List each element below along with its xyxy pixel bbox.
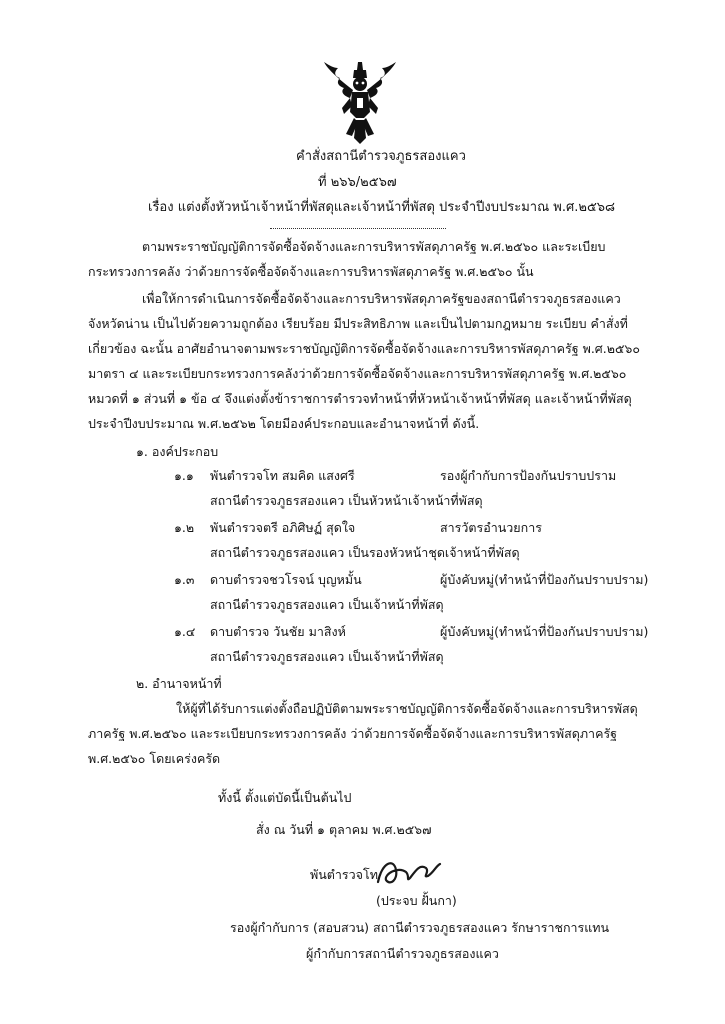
member-number: ๑.๔	[174, 624, 196, 639]
member-role: สถานีตำรวจภูธรสองแคว เป็นรองหัวหน้าชุดเจ้าหน้าที่พัสดุ	[210, 545, 520, 560]
order-subject: เรื่อง แต่งตั้งหัวหน้าเจ้าหน้าที่พัสดุและเจ้าหน้าที่พัสดุ ประจำปีงบประมาณ พ.ศ.๒๕๖๘	[148, 200, 616, 215]
section2-line1: ให้ผู้ที่ได้รับการแต่งตั้งถือปฏิบัติตามพระราชบัญญัติการจัดซื้อจัดจ้างและการบริหารพัสดุ	[176, 701, 638, 716]
member-number: ๑.๒	[174, 520, 195, 535]
para2-line2: จังหวัดน่าน เป็นไปด้วยความถูกต้อง เรียบร้อย มีประสิทธิภาพ และเป็นไปตามกฎหมาย ระเบียบ คำสั่งที่	[88, 316, 628, 331]
member-position: ผู้บังคับหมู่(ทำหน้าที่ป้องกันปราบปราม)	[440, 572, 649, 587]
separator-dots	[270, 228, 446, 229]
order-title: คำสั่งสถานีตำรวจภูธรสองแคว	[296, 149, 466, 164]
member-position: รองผู้กำกับการป้องกันปราบปราม	[440, 468, 617, 483]
para2-line6: ประจำปีงบประมาณ พ.ศ.๒๕๖๒ โดยมีองค์ประกอบและอำนาจหน้าที่ ดังนี้.	[88, 416, 480, 431]
order-date: สั่ง ณ วันที่ ๑ ตุลาคม พ.ศ.๒๕๖๗	[256, 822, 432, 837]
member-name: ดาบตำรวจ วันชัย มาสิงห์	[210, 624, 346, 639]
para2-line4: มาตรา ๔ และระเบียบกระทรวงการคลังว่าด้วยการจัดซื้อจัดจ้างและการบริหารพัสดุภาครัฐ พ.ศ.๒๕๖๐	[88, 366, 627, 381]
signer-name: (ประจบ ฝั้นกา)	[376, 893, 457, 908]
para1-line1: ตามพระราชบัญญัติการจัดซื้อจัดจ้างและการบริหารพัสดุภาครัฐ พ.ศ.๒๕๖๐ และระเบียบ	[142, 239, 606, 254]
member-position: สารวัตรอำนวยการ	[440, 520, 542, 535]
signer-title-line2: ผู้กำกับการสถานีตำรวจภูธรสองแคว	[306, 946, 499, 961]
para2-line5: หมวดที่ ๑ ส่วนที่ ๑ ข้อ ๔ จึงแต่งตั้งข้าราชการตำรวจทำหน้าที่หัวหน้าเจ้าหน้าที่พัสดุ และเจ้าหน้าที่พัสดุ	[88, 391, 632, 406]
member-role: สถานีตำรวจภูธรสองแคว เป็นหัวหน้าเจ้าหน้าที่พัสดุ	[210, 493, 483, 508]
member-number: ๑.๑	[174, 468, 194, 483]
member-name: พันตำรวจโท สมคิด แสงศรี	[210, 468, 355, 483]
member-name: พันตำรวจตรี อภิศิษฏ์ สุดใจ	[210, 520, 356, 535]
signer-title-line1: รองผู้กำกับการ (สอบสวน) สถานีตำรวจภูธรสองแคว รักษาราชการแทน	[230, 920, 610, 935]
para2-line3: เกี่ยวข้อง ฉะนั้น อาศัยอำนาจตามพระราชบัญญัติการจัดซื้อจัดจ้างและการบริหารพัสดุภาครัฐ พ.ศ.๒๕๖๐	[88, 341, 640, 356]
member-position: ผู้บังคับหมู่(ทำหน้าที่ป้องกันปราบปราม)	[440, 624, 649, 639]
section2-title: ๒. อำนาจหน้าที่	[136, 676, 222, 691]
section1-title: ๑. องค์ประกอบ	[136, 444, 219, 459]
member-name: ดาบตำรวจชวโรจน์ บุญหมั้น	[210, 572, 362, 587]
section2-line3: พ.ศ.๒๕๖๐ โดยเคร่งครัด	[88, 751, 221, 766]
garuda-emblem	[320, 58, 400, 144]
effective-statement: ทั้งนี้ ตั้งแต่บัดนี้เป็นต้นไป	[218, 790, 352, 805]
order-number: ที่ ๒๖๖/๒๕๖๗	[318, 175, 397, 190]
section2-line2: ภาครัฐ พ.ศ.๒๕๖๐ และระเบียบกระทรวงการคลัง ว่าด้วยการจัดซื้อจัดจ้างและการบริหารพัสดุภาครัฐ	[88, 726, 618, 741]
member-number: ๑.๓	[174, 572, 195, 587]
para1-line2: กระทรวงการคลัง ว่าด้วยการจัดซื้อจัดจ้างและการบริหารพัสดุภาครัฐ พ.ศ.๒๕๖๐ นั้น	[88, 264, 534, 279]
member-role: สถานีตำรวจภูธรสองแคว เป็นเจ้าหน้าที่พัสดุ	[210, 649, 444, 664]
member-role: สถานีตำรวจภูธรสองแคว เป็นเจ้าหน้าที่พัสดุ	[210, 597, 444, 612]
para2-line1: เพื่อให้การดำเนินการจัดซื้อจัดจ้างและการบริหารพัสดุภาครัฐของสถานีตำรวจภูธรสองแคว	[142, 291, 621, 306]
signer-rank: พันตำรวจโท	[310, 867, 378, 882]
handwritten-signature	[372, 852, 444, 892]
